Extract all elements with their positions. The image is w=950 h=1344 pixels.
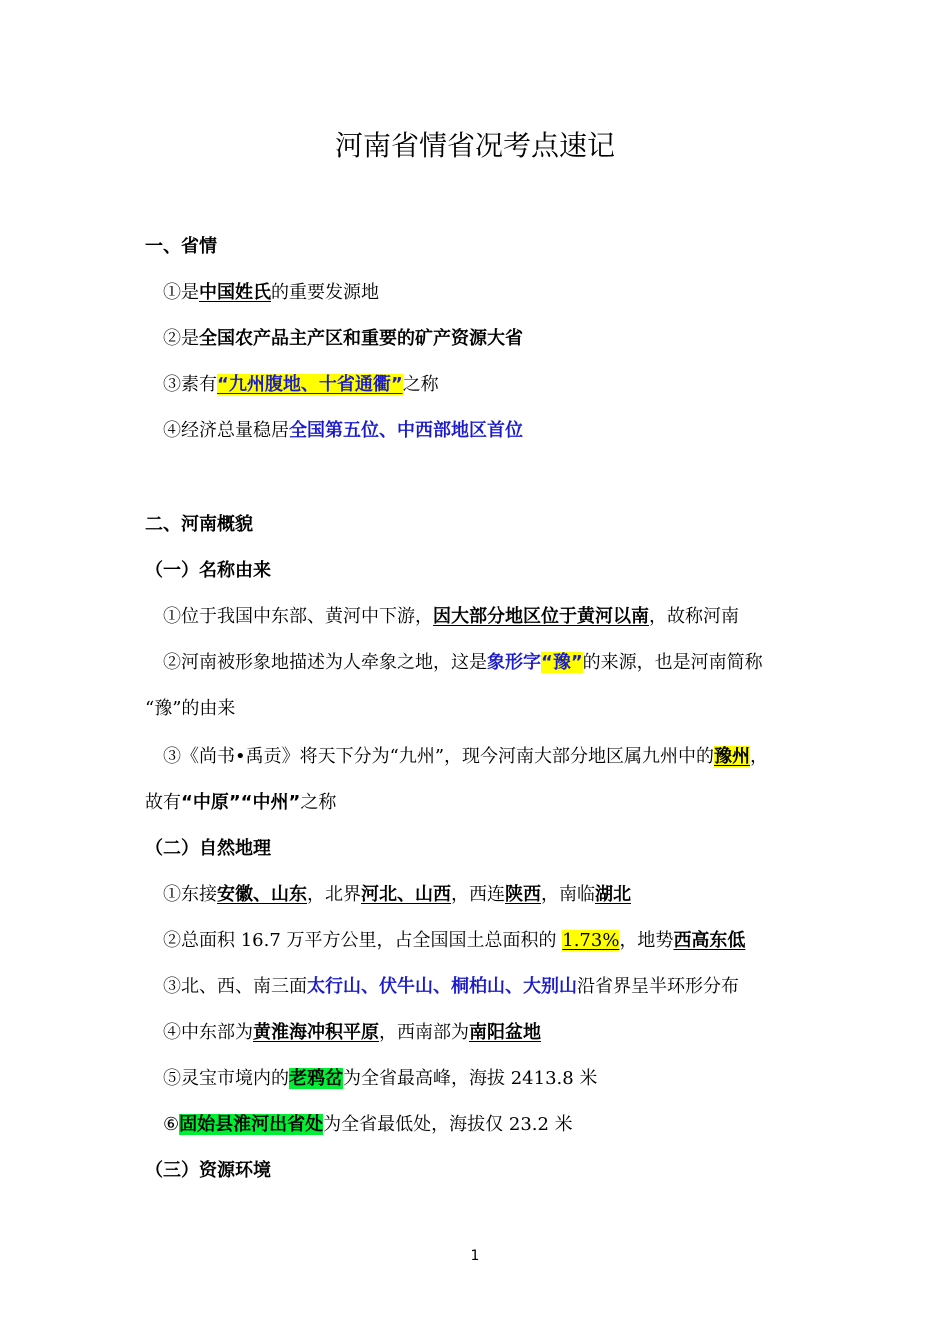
text: 为全省最高峰，海拔 2413.8 米 — [343, 1068, 598, 1089]
text: ， — [750, 746, 769, 767]
paragraph-3 — [163, 370, 439, 400]
text: ，南临 — [541, 884, 595, 905]
emphasis: 河北、山西 — [361, 884, 451, 905]
emphasis: 西高东低 — [673, 930, 746, 951]
paragraph-b6 — [163, 1110, 573, 1140]
text: ③素有 — [163, 374, 217, 395]
text: ②河南被形象地描述为人牵象之地，这是 — [163, 652, 487, 673]
text: 为全省最低处，海拔仅 23.2 米 — [323, 1114, 573, 1135]
subheading-3: （三）资源环境 — [145, 1160, 271, 1181]
paragraph-b4 — [163, 1018, 541, 1048]
paragraph-a3 — [163, 742, 768, 772]
subheading-1: （一）名称由来 — [145, 560, 271, 581]
paragraph-1 — [163, 278, 379, 308]
blue-emphasis: 象形字 — [487, 652, 541, 673]
highlight: 1.73% — [562, 930, 620, 951]
text: 之称 — [402, 374, 439, 395]
emphasis: 湖北 — [595, 884, 631, 905]
text: ①是 — [163, 282, 199, 303]
text: ④中东部为 — [163, 1022, 253, 1043]
emphasis: 安徽、山东 — [217, 884, 307, 905]
text: ⑥ — [163, 1114, 180, 1135]
blue-emphasis: 全国第五位、中西部地区首位 — [289, 420, 523, 441]
text: ，地势 — [619, 930, 674, 951]
text: ①东接 — [163, 884, 217, 905]
text: ，西连 — [451, 884, 505, 905]
emphasis: 黄淮海冲积平原 — [253, 1022, 379, 1043]
highlight: “九州腹地、十省通衢” — [217, 374, 403, 395]
text: ②总面积 16.7 万平方公里，占全国国土总面积的 — [163, 930, 563, 951]
text: ，故称河南 — [649, 606, 739, 627]
page-number: 1 — [470, 1248, 480, 1264]
paragraph-a2 — [163, 648, 763, 678]
text: 故有 — [145, 792, 181, 813]
text: ，西南部为 — [379, 1022, 469, 1043]
highlight: 固始县淮河出省处 — [179, 1114, 324, 1135]
document-title: 河南省情省况考点速记 — [334, 129, 615, 162]
emphasis: 中国姓氏 — [199, 282, 271, 303]
text: 沿省界呈半环形分布 — [577, 976, 739, 997]
paragraph-b5 — [163, 1064, 597, 1094]
section-heading-1: 一、省情 — [145, 236, 217, 257]
blue-emphasis: 太行山、伏牛山、桐柏山、大别山 — [307, 976, 577, 997]
text: 之称 — [300, 792, 337, 813]
emphasis: 全国农产品主产区和重要的矿产资源大省 — [199, 328, 523, 349]
emphasis: 陕西 — [505, 884, 541, 905]
emphasis: 因大部分地区位于黄河以南 — [433, 606, 649, 627]
highlight: 豫州 — [714, 746, 751, 767]
paragraph-a1 — [163, 602, 739, 632]
subheading-2: （二）自然地理 — [145, 838, 271, 859]
emphasis: 南阳盆地 — [469, 1022, 541, 1043]
highlight: “豫” — [541, 652, 583, 673]
paragraph-b1 — [163, 880, 631, 910]
text: ①位于我国中东部、黄河中下游， — [163, 606, 433, 627]
highlight: 老鸦岔 — [289, 1068, 343, 1089]
paragraph-a2-cont: “豫”的由来 — [145, 698, 236, 719]
text: ③《尚书•禹贡》将天下分为“九州”，现今河南大部分地区属九州中的 — [163, 746, 715, 767]
section-heading-2: 二、河南概貌 — [145, 514, 253, 535]
text: ⑤灵宝市境内的 — [163, 1068, 289, 1089]
paragraph-b2 — [163, 926, 745, 956]
text: 的重要发源地 — [271, 282, 379, 303]
paragraph-4 — [163, 416, 523, 446]
text: ，北界 — [307, 884, 361, 905]
emphasis: “中原”“中州” — [181, 792, 301, 813]
text: ③北、西、南三面 — [163, 976, 307, 997]
paragraph-b3 — [163, 972, 739, 1002]
paragraph-2 — [163, 324, 523, 354]
text: 的来源，也是河南简称 — [582, 652, 763, 673]
paragraph-a3-cont — [145, 788, 336, 818]
text: ④经济总量稳居 — [163, 420, 289, 441]
text: ②是 — [163, 328, 199, 349]
